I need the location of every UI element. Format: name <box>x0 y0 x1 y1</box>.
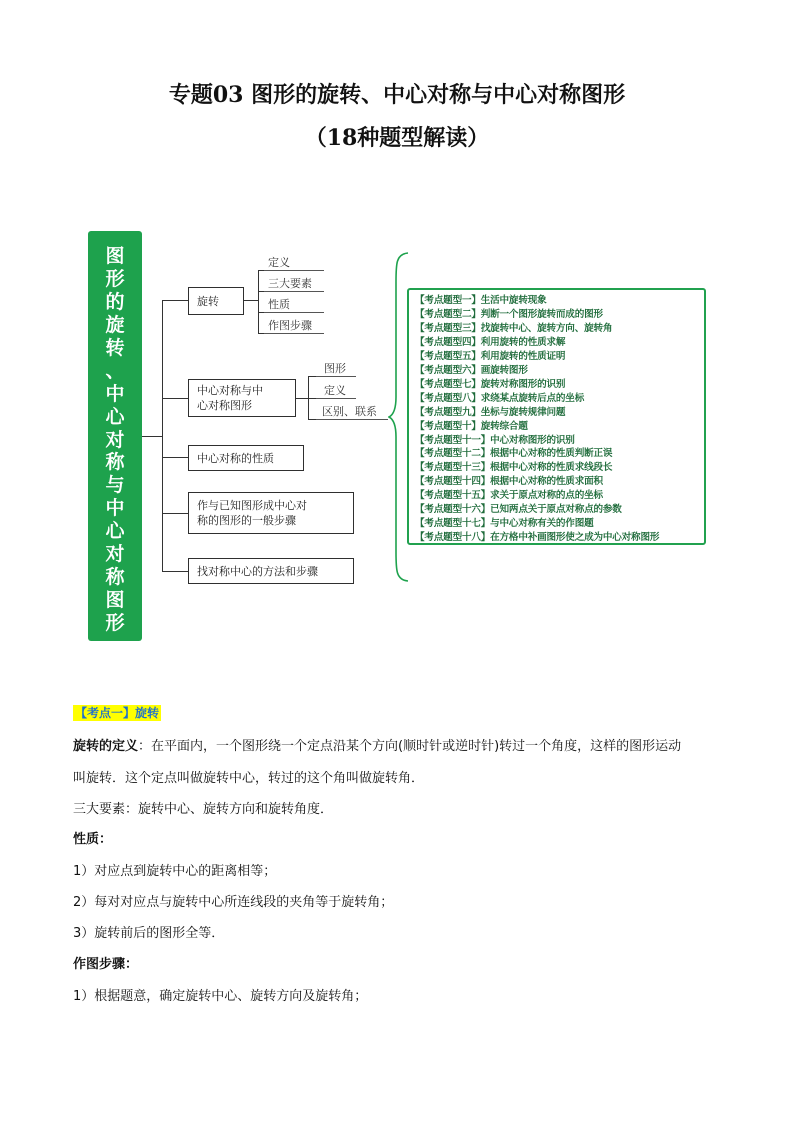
branch-label: 称的图形的一般步骤 <box>197 514 296 527</box>
question-type-item: 【考点题型十二】根据中心对称的性质判断正误 <box>415 448 613 460</box>
question-type-item: 【考点题型十八】在方格中补画图形使之成为中心对称图形 <box>415 532 660 544</box>
sub-label: 三大要素 <box>268 277 312 290</box>
step-item: 1）根据题意，确定旋转中心、旋转方向及旋转角； <box>73 989 368 1004</box>
root-char: 形 <box>105 612 125 635</box>
properties-label: 性质： <box>73 832 113 847</box>
branch-label: 中心对称与中 <box>197 384 263 397</box>
root-char: 中 <box>105 497 125 520</box>
question-type-item: 【考点题型六】画旋转图形 <box>415 364 528 376</box>
question-type-item: 【考点题型十】旋转综合题 <box>415 420 528 432</box>
connector <box>162 457 188 458</box>
sub-label: 定义 <box>324 384 346 397</box>
sub-label: 图形 <box>324 362 346 375</box>
root-char: 心 <box>105 405 125 428</box>
page-subtitle: （18种题型解读） <box>304 125 490 151</box>
underline <box>316 419 388 420</box>
question-type-item: 【考点题型十一】中心对称图形的识别 <box>415 434 575 446</box>
underline <box>316 376 356 377</box>
definition-text: ：在平面内，一个图形绕一个定点沿某个方向(顺时针或逆时针)转过一个角度，这样的图形运动 <box>138 739 682 754</box>
sub-label: 作图步骤 <box>268 319 312 332</box>
underline <box>316 398 356 399</box>
question-type-item: 【考点题型七】旋转对称图形的识别 <box>415 378 566 390</box>
root-char: 心 <box>105 520 125 543</box>
sub-label: 性质 <box>268 298 290 311</box>
underline <box>264 312 324 313</box>
branch-construct <box>188 492 354 534</box>
root-char: 形 <box>105 267 125 290</box>
branch-rotation <box>188 287 244 315</box>
branch-find-center <box>188 558 354 584</box>
connector <box>162 513 188 514</box>
question-type-item: 【考点题型五】利用旋转的性质证明 <box>415 350 566 362</box>
underline <box>264 291 324 292</box>
connector <box>142 436 162 437</box>
steps-label: 作图步骤： <box>73 957 139 972</box>
branch-label: 心对称图形 <box>197 399 252 412</box>
property-item: 1）对应点到旋转中心的距离相等； <box>73 864 277 879</box>
underline <box>264 333 324 334</box>
property-item: 3）旋转前后的图形全等． <box>73 926 225 941</box>
root-char: 图 <box>105 245 125 267</box>
connector <box>308 419 316 420</box>
root-char: 的 <box>105 290 125 313</box>
question-type-item: 【考点题型十四】根据中心对称的性质求面积 <box>415 476 603 488</box>
definition-label: 旋转的定义 <box>73 739 139 754</box>
question-type-item: 【考点题型四】利用旋转的性质求解 <box>415 336 566 348</box>
connector <box>162 398 188 399</box>
branch-label: 找对称中心的方法和步骤 <box>197 564 318 578</box>
sub-label: 区别、联系 <box>322 405 377 418</box>
elements-line: 三大要素：旋转中心、旋转方向和旋转角度． <box>73 802 334 817</box>
underline <box>264 270 324 271</box>
connector <box>244 300 258 301</box>
branch-label: 旋转 <box>197 294 219 308</box>
connector <box>308 376 316 377</box>
question-type-item: 【考点题型十六】已知两点关于原点对称点的参数 <box>415 504 622 516</box>
branch-central-symmetry <box>188 379 296 417</box>
connector <box>308 398 316 399</box>
sub-label: 定义 <box>268 256 290 269</box>
page-title: 专题03 图形的旋转、中心对称与中心对称图形 <box>168 82 626 108</box>
root-char: 称 <box>105 566 125 589</box>
root-char: 、 <box>105 359 125 382</box>
question-type-item: 【考点题型八】求绕某点旋转后点的坐标 <box>415 392 585 404</box>
question-type-item: 【考点题型十五】求关于原点对称的点的坐标 <box>415 490 603 502</box>
question-type-item: 【考点题型九】坐标与旋转规律问题 <box>415 406 566 418</box>
connector <box>258 270 259 334</box>
connector <box>162 571 188 572</box>
branch-label: 作与已知图形成中心对 <box>197 499 307 512</box>
root-char: 对 <box>105 543 125 566</box>
root-char: 中 <box>105 382 125 405</box>
branch-label: 中心对称的性质 <box>197 451 274 465</box>
root-char: 转 <box>105 336 125 359</box>
connector <box>162 300 163 571</box>
connector <box>296 398 308 399</box>
root-char: 与 <box>105 474 125 497</box>
root-char: 图 <box>105 589 125 612</box>
root-char: 称 <box>105 451 125 474</box>
definition-line-1 <box>73 735 681 754</box>
connector <box>162 300 188 301</box>
question-type-item: 【考点题型二】判断一个图形旋转而成的图形 <box>415 308 603 320</box>
root-char: 旋 <box>105 313 125 336</box>
definition-line-2: 叫旋转．这个定点叫做旋转中心，转过的这个角叫做旋转角． <box>73 771 425 786</box>
question-type-item: 【考点题型一】生活中旋转现象 <box>415 295 547 306</box>
question-type-item: 【考点题型十三】根据中心对称的性质求线段长 <box>415 462 613 474</box>
question-type-item: 【考点题型十七】与中心对称有关的作图题 <box>415 518 594 530</box>
property-item: 2）每对对应点与旋转中心所连线段的夹角等于旋转角； <box>73 895 394 910</box>
root-char: 对 <box>105 428 125 451</box>
mindmap-root <box>88 231 142 641</box>
question-type-item: 【考点题型三】找旋转中心、旋转方向、旋转角 <box>415 322 613 334</box>
section-tag: 【考点一】旋转 <box>75 706 160 720</box>
question-types-list <box>407 288 706 545</box>
branch-properties <box>188 445 304 471</box>
